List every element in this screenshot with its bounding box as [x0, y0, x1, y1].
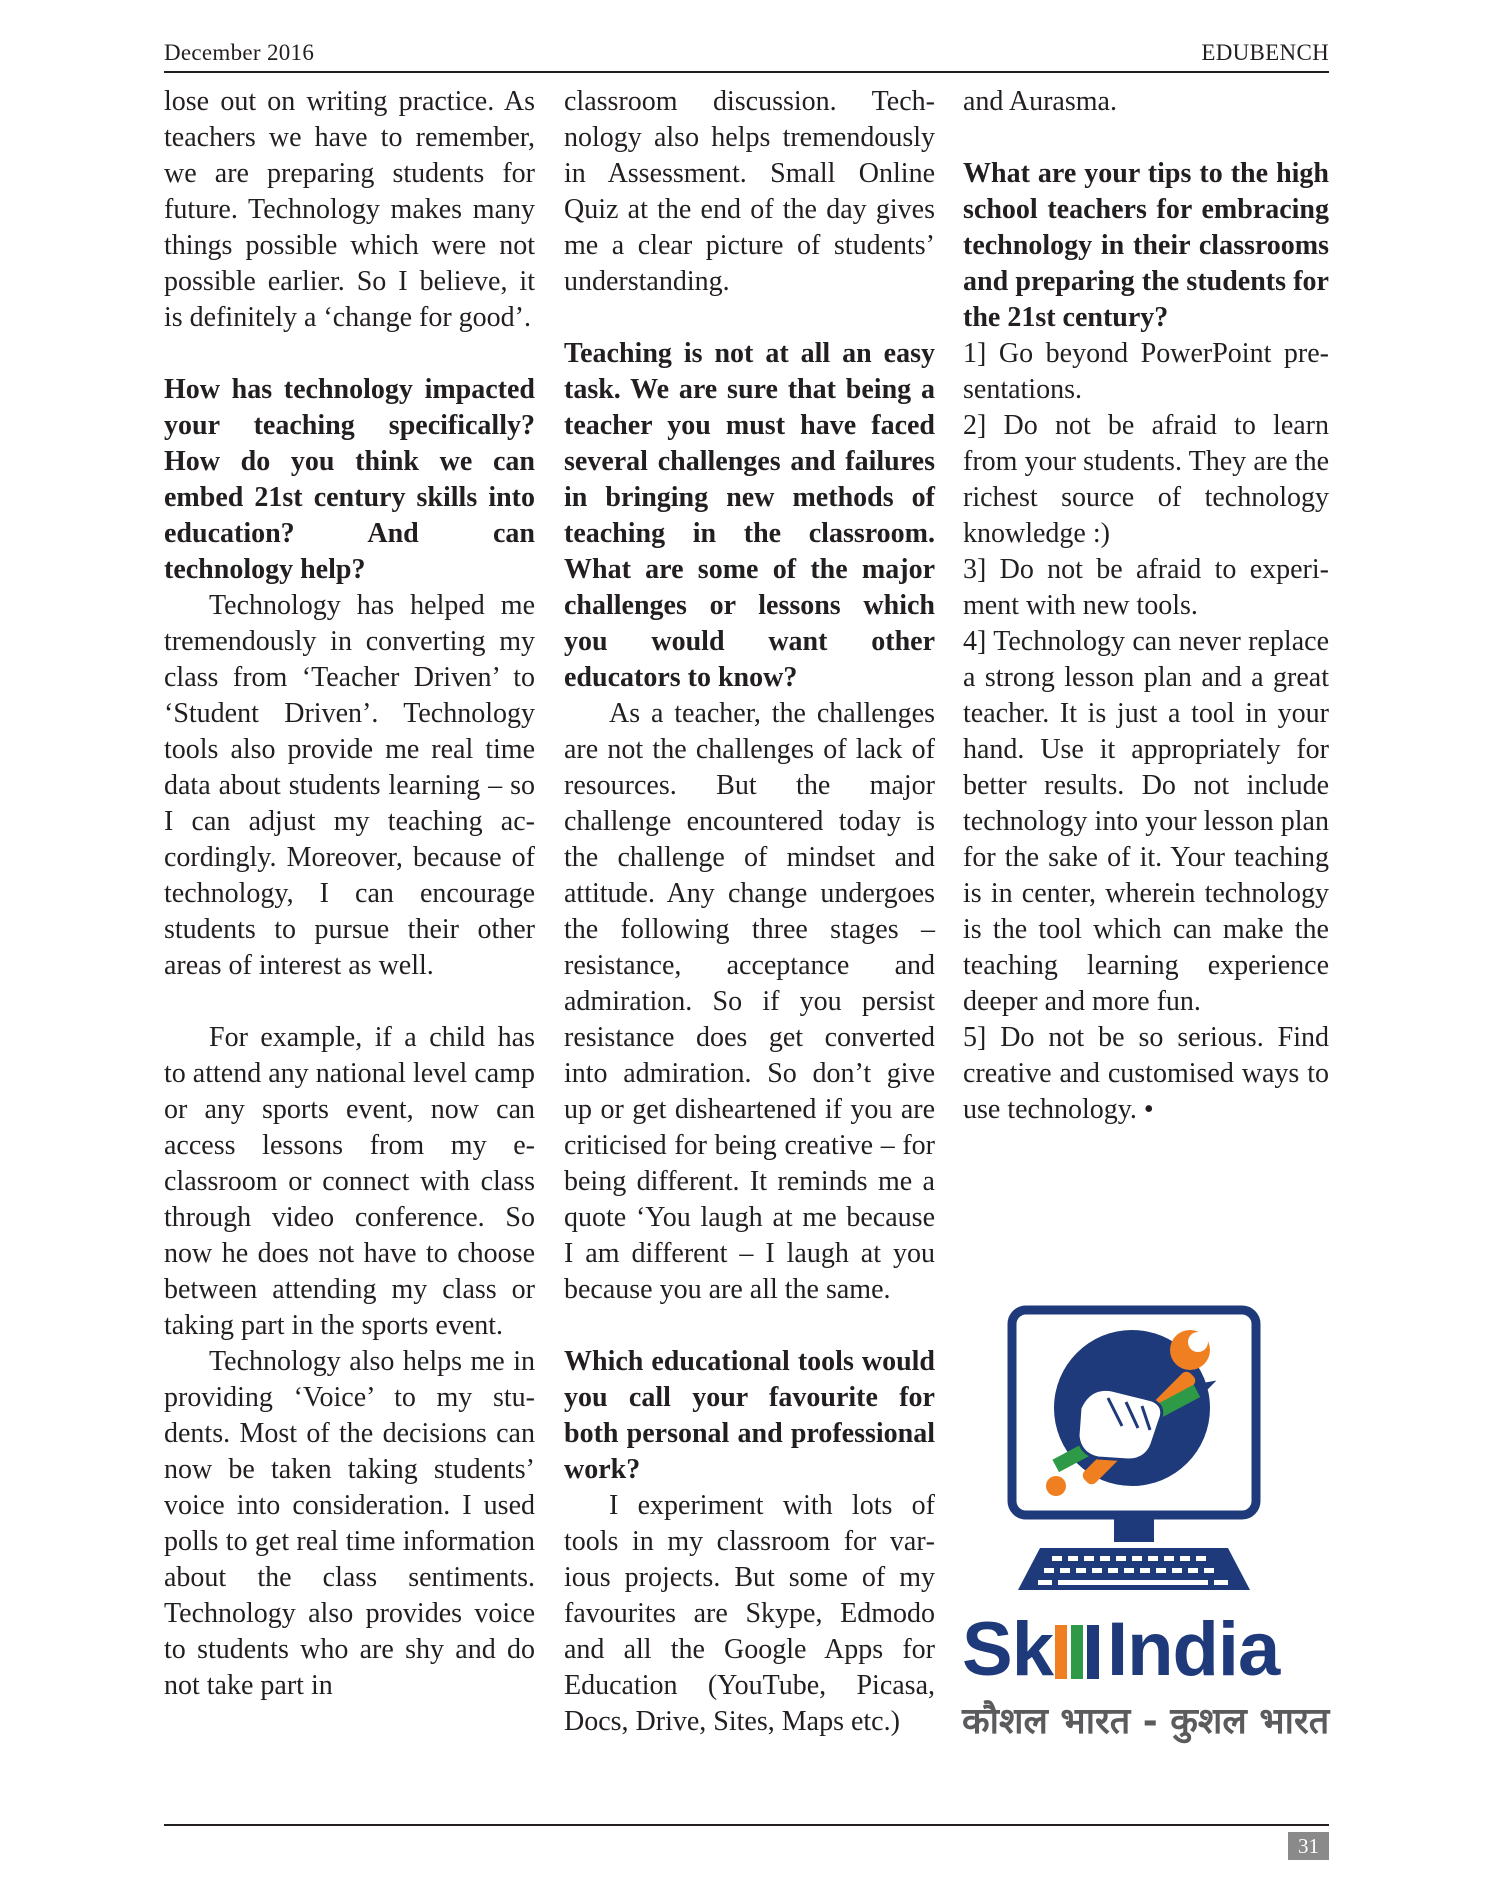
- body-paragraph: 2] Do not be afraid to learn from your students. They are the richest source of technology knowledge :): [963, 410, 1329, 549]
- interview-question: What are your tips to the high school teachers for embracing technology in their classrooms and preparing the students for the 21st century?: [963, 158, 1329, 333]
- column-1: [164, 84, 535, 1704]
- logo-title: Sk India: [962, 1607, 1280, 1692]
- body-paragraph: 4] Technology can never replace a strong lesson plan and a great teacher. It is just a tool in your hand. Use it appropriately for better results. Do not include technology into your lesson plan for the sake of it. Your teaching is in center, wherein technology is the tool which can make the teaching learning experience deeper and more fun.: [963, 626, 1329, 1017]
- body-paragraph: and Aurasma.: [963, 86, 1117, 117]
- interview-question: How has technology impacted your teaching specifically? How do you think we can embed 21st century skills into education? And can technology help?: [164, 374, 535, 585]
- body-paragraph: 5] Do not be so serious. Find creative and customised ways to use technology. •: [963, 1022, 1329, 1125]
- publication-name: EDUBENCH: [1201, 40, 1329, 65]
- column-2: [564, 84, 935, 1740]
- header-rule: [164, 71, 1329, 73]
- body-paragraph: 1] Go beyond PowerPoint presentations.: [963, 338, 1329, 405]
- paragraph-gap: [164, 984, 535, 1020]
- page-number: 31: [1288, 1832, 1329, 1860]
- body-paragraph: As a teacher, the challenges are not the challenges of lack of resources. But the major challenge encountered today is the challenge of mindset and attitude. Any change undergoes the following three stages – resistance, acceptance and admiration. So if you persist resistance does get converted into admiration. So don’t give up or get disheartened if you are criticised for being creative – for being different. It reminds me a quote ‘You laugh at me because I am different – I laugh at you because you are all the same.: [564, 698, 935, 1305]
- column-3: [963, 84, 1329, 1128]
- paragraph-gap: [164, 336, 535, 372]
- body-paragraph: lose out on writing practice. As teachers we have to remember, we are preparing students for future. Technology makes many things possible which were not possible earlier. So I believe, it is definitely a ‘change for good’.: [164, 86, 535, 333]
- paragraph-gap: [564, 1308, 935, 1344]
- issue-date: December 2016: [164, 40, 315, 65]
- computer-monitor-icon: [960, 1290, 1334, 1610]
- paragraph-gap: [963, 120, 1329, 156]
- paragraph-gap: [564, 300, 935, 336]
- footer-rule: [164, 1824, 1329, 1826]
- body-paragraph: For example, if a child has to attend any national level camp or any sports event, now can access lessons from my e-classroom or connect with class through video conference. So now he does not have to choose between attending my class or taking part in the sports event.: [164, 1022, 535, 1341]
- body-paragraph: classroom discussion. Technology also helps tremendously in Assessment. Small Online Quiz at the end of the day gives me a clear picture of students’ understanding.: [564, 86, 935, 297]
- body-paragraph: 3] Do not be afraid to experiment with new tools.: [963, 554, 1329, 621]
- interview-question: Teaching is not at all an easy task. We are sure that being a teacher you must have faced several challenges and failures in bringing new methods of teaching in the classroom. What are some of the major challenges or lessons which you would want other educators to know?: [564, 338, 935, 693]
- interview-question: Which educational tools would you call your favourite for both personal and professional work?: [564, 1346, 935, 1485]
- body-paragraph: Technology also helps me in providing ‘Voice’ to my students. Most of the decisions can now be taken taking students’ voice into consideration. I used polls to get real time information about the class sentiments. Technology also provides voice to students who are shy and do not take part in: [164, 1346, 535, 1701]
- body-paragraph: I experiment with lots of tools in my classroom for various projects. But some of my favourites are Skype, Edmodo and all the Google Apps for Education (YouTube, Picasa, Docs, Drive, Sites, Maps etc.): [564, 1490, 935, 1737]
- logo-subtitle: कौशल भारत - कुशल भारत: [962, 1701, 1330, 1742]
- page-header: [164, 40, 1329, 72]
- body-paragraph: Technology has helped me tremendously in converting my class from ‘Teacher Driven’ to ‘Student Driven’. Technology tools also provide me real time data about students learning – so I can adjust my teaching accordingly. Moreover, because of technology, I can encourage students to pursue their other areas of interest as well.: [164, 590, 535, 981]
